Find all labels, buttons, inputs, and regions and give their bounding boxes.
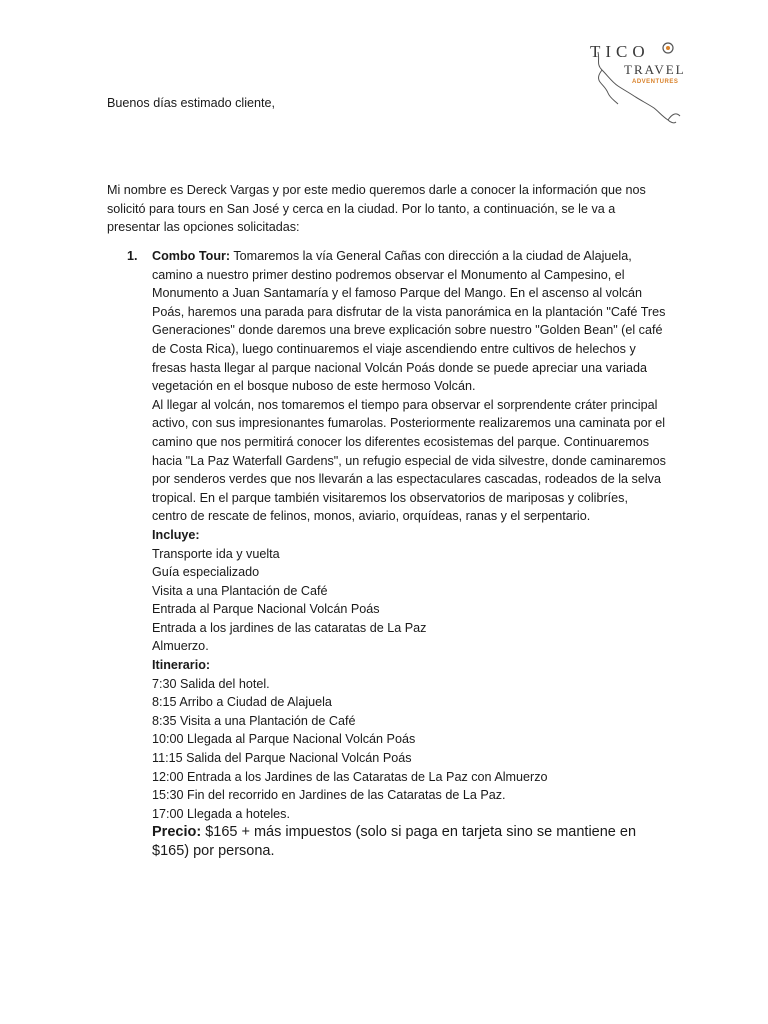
itinerary-item: 8:15 Arribo a Ciudad de Alajuela: [152, 695, 332, 710]
list-number: 1.: [127, 249, 138, 263]
itinerary-item: 15:30 Fin del recorrido en Jardines de las Cataratas de La Paz.: [152, 788, 506, 803]
price-text: $165 + más impuestos (solo si paga en tarjeta sino se mantiene en $165) por persona.: [152, 824, 637, 860]
intro-paragraph: Mi nombre es Dereck Vargas y por este medio queremos darle a conocer la información que nos solicitó para tours en San José y cerca en la ciudad. Por lo tanto, a continuación, se le va a presentar las opciones solicitadas:: [107, 183, 646, 235]
includes-item: Transporte ida y vuelta: [152, 546, 280, 561]
price-label: Precio:: [152, 824, 202, 841]
itinerary-item: 12:00 Entrada a los Jardines de las Cataratas de La Paz con Almuerzo: [152, 769, 548, 784]
tour-title: Combo Tour:: [152, 249, 231, 263]
includes-item: Entrada al Parque Nacional Volcán Poás: [152, 602, 380, 617]
greeting: Buenos días estimado cliente,: [107, 96, 276, 110]
includes-item: Entrada a los jardines de las cataratas de La Paz: [152, 620, 427, 635]
includes-heading: Incluye:: [152, 527, 200, 542]
includes-item: Visita a una Plantación de Café: [152, 583, 328, 598]
itinerary-heading: Itinerario:: [152, 658, 211, 673]
price-line: [152, 823, 666, 861]
itinerary-item: 10:00 Llegada al Parque Nacional Volcán Poás: [152, 732, 416, 747]
includes-item: Guía especializado: [152, 565, 260, 580]
logo-text-travel: TRAVEL: [624, 62, 686, 77]
itinerary-item: 7:30 Salida del hotel.: [152, 676, 270, 691]
itinerary-item: 8:35 Visita a una Plantación de Café: [152, 713, 356, 728]
logo-text-tico: TICO: [590, 42, 650, 61]
itinerary-item: 17:00 Llegada a hoteles.: [152, 806, 290, 821]
tour-item-body: [152, 247, 666, 861]
itinerary-item: 11:15 Salida del Parque Nacional Volcán Poás: [152, 751, 412, 766]
logo-text-adventures: ADVENTURES: [632, 79, 679, 85]
tour-description-text: Tomaremos la vía General Cañas con dirección a la ciudad de Alajuela, camino a nuestro primer destino podremos observar el Monumento al Campesino, el Monumento a Juan Santamaría y el famoso Parque del Mango. En el ascenso al volcán Poás, haremos una parada para disfrutar de la vista panorámica en la plantación "Café Tres Generaciones" donde daremos una breve explicación sobre nuestro "Golden Bean" (el café de Costa Rica), luego continuaremos el viaje ascendiendo entre cultivos de helechos y fresas hasta llegar al parque nacional Volcán Poás donde se puede apreciar una variada vegetación en el bosque nuboso de este hermoso Volcán.: [152, 249, 666, 394]
company-logo: [590, 38, 686, 128]
tour-description-2: Al llegar al volcán, nos tomaremos el tiempo para observar el sorprendente cráter principal activo, con sus impresionantes fumarolas. Posteriormente realizaremos una caminata por el camino que nos permitirá conocer los diferentes ecosistemas del parque. Continuaremos hacia "La Paz Waterfall Gardens", un refugio especial de vida silvestre, donde caminaremos por senderos verdes que nos llevarán a las espectaculares cascadas, rodeados de la selva tropical. En el parque también visitaremos los observatorios de mariposas y colibríes, centro de rescate de felinos, monos, aviario, orquídeas, ranas y el serpentario.: [152, 397, 666, 524]
includes-item: Almuerzo.: [152, 639, 209, 654]
tour-description: [152, 247, 666, 396]
